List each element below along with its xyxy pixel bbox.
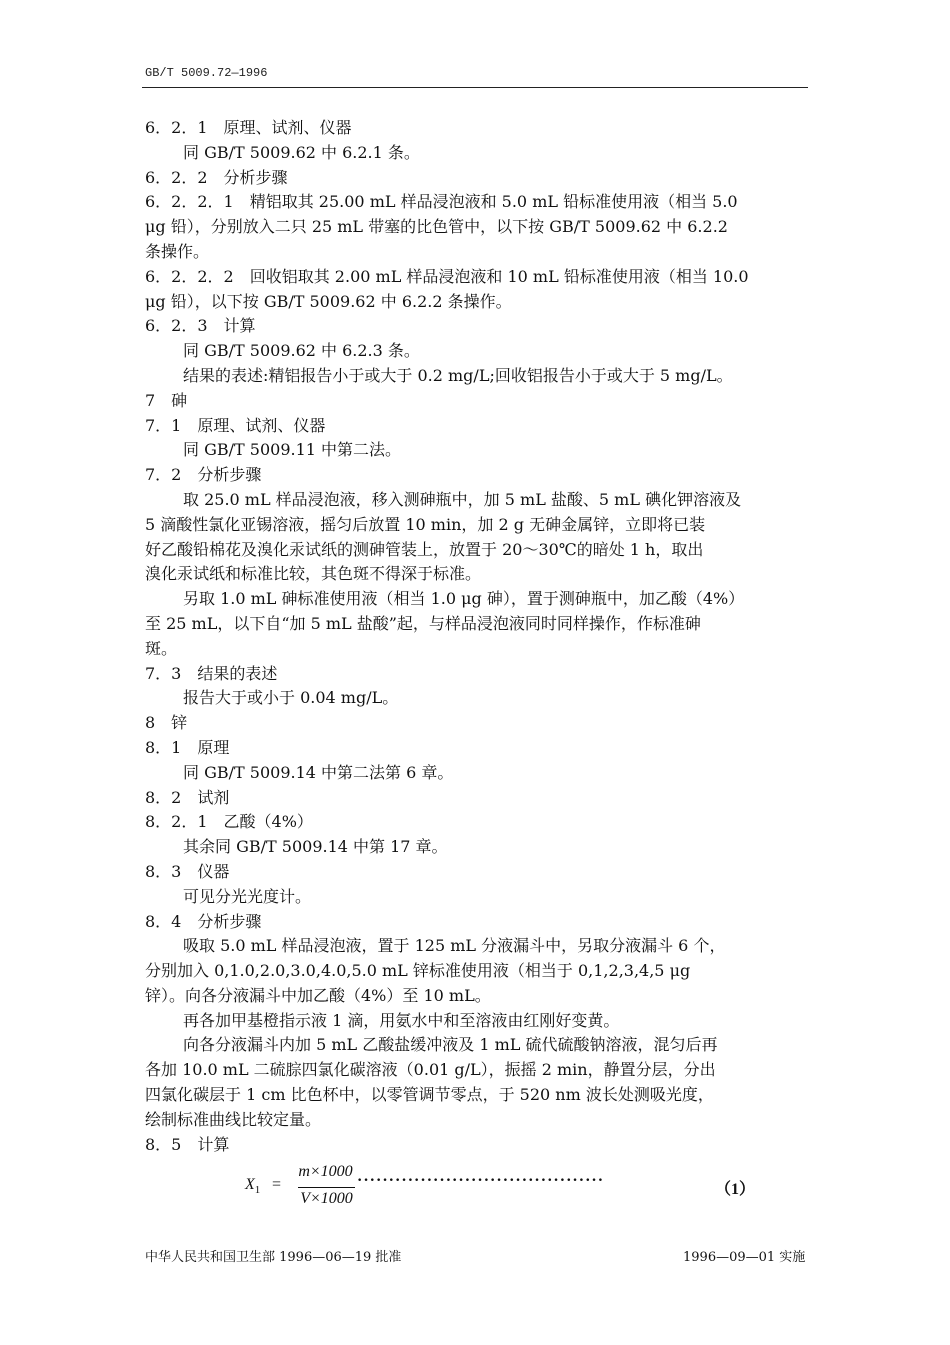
text-line: 同 GB/T 5009.11 中第二法。 bbox=[183, 440, 402, 460]
text-line: 7 砷 bbox=[145, 390, 188, 410]
text-line: 8．2 试剂 bbox=[145, 787, 230, 807]
document-body bbox=[145, 116, 810, 1157]
text-line: 再各加甲基橙指示液 1 滴，用氨水中和至溶液由红刚好变黄。 bbox=[183, 1010, 620, 1030]
header-rule bbox=[142, 87, 808, 88]
formula-numerator: m×1000 bbox=[298, 1163, 353, 1180]
text-line: 溴化汞试纸和标准比较，其色斑不得深于标准。 bbox=[145, 564, 482, 584]
text-line: 6．2．2．2 回收铝取其 2.00 mL 样品浸泡液和 10 mL 铅标准使用液（相当 10.0 bbox=[145, 266, 749, 286]
text-line: 同 GB/T 5009.62 中 6.2.1 条。 bbox=[183, 142, 420, 162]
text-line: 条操作。 bbox=[145, 241, 210, 261]
approval-note: 中华人民共和国卫生部 1996—06—19 批准 bbox=[145, 1250, 402, 1265]
text-line: 同 GB/T 5009.14 中第二法第 6 章。 bbox=[183, 762, 454, 782]
text-line: 5 滴酸性氯化亚锡溶液，摇匀后放置 10 min，加 2 g 无砷金属锌，立即将已装 bbox=[145, 514, 706, 534]
formula-lhs: $X_1$ bbox=[245, 1176, 261, 1197]
text-line: 绘制标准曲线比较定量。 bbox=[145, 1109, 322, 1129]
formula-leader-dots: ······································· bbox=[357, 1172, 605, 1189]
text-line: μg 铅），以下按 GB/T 5009.62 中 6.2.2 条操作。 bbox=[145, 291, 512, 311]
text-line: 同 GB/T 5009.62 中 6.2.3 条。 bbox=[183, 341, 420, 361]
text-line: 7．1 原理、试剂、仪器 bbox=[145, 415, 326, 435]
text-line: 6．2．3 计算 bbox=[145, 316, 256, 336]
text-line: 斑。 bbox=[145, 638, 178, 658]
text-line: 6．2．2 分析步骤 bbox=[145, 167, 288, 187]
text-line: 8．1 原理 bbox=[145, 737, 230, 757]
text-line: 四氯化碳层于 1 cm 比色杯中，以零管调节零点，于 520 nm 波长处测吸光度， bbox=[145, 1085, 714, 1105]
text-line: 向各分液漏斗内加 5 mL 乙酸盐缓冲液及 1 mL 硫代硫酸钠溶液，混匀后再 bbox=[183, 1035, 718, 1055]
text-line: 锌）。向各分液漏斗中加乙酸（4%）至 10 mL。 bbox=[145, 985, 491, 1005]
text-line: 结果的表述:精铝报告小于或大于 0.2 mg/L;回收铝报告小于或大于 5 mg/L。 bbox=[183, 365, 733, 385]
text-line: 另取 1.0 mL 砷标准使用液（相当 1.0 μg 砷），置于测砷瓶中，加乙酸（4%） bbox=[183, 589, 745, 609]
text-line: 至 25 mL，以下自“加 5 mL 盐酸”起，与样品浸泡液同时同样操作，作标准砷 bbox=[145, 613, 701, 633]
text-line: 分别加入 0,1.0,2.0,3.0,4.0,5.0 mL 锌标准使用液（相当于 0,1,2,3,4,5 μg bbox=[145, 961, 691, 981]
text-line: 8．5 计算 bbox=[145, 1134, 230, 1154]
text-line: 其余同 GB/T 5009.14 中第 17 章。 bbox=[183, 837, 448, 857]
formula-1 bbox=[245, 1163, 805, 1213]
text-line: 报告大于或小于 0.04 mg/L。 bbox=[183, 688, 399, 708]
text-line: 8 锌 bbox=[145, 713, 188, 733]
standard-code-header: GB/T 5009.72—1996 bbox=[145, 66, 268, 80]
text-line: 取 25.0 mL 样品浸泡液，移入测砷瓶中，加 5 mL 盐酸、5 mL 碘化钾溶液及 bbox=[183, 489, 742, 509]
text-line: 6．2．2．1 精铝取其 25.00 mL 样品浸泡液和 5.0 mL 铅标准使用液（相当 5.0 bbox=[145, 192, 738, 212]
formula-equals: = bbox=[272, 1176, 282, 1193]
text-line: 吸取 5.0 mL 样品浸泡液，置于 125 mL 分液漏斗中，另取分液漏斗 6 个， bbox=[183, 936, 726, 956]
text-line: 8．2．1 乙酸（4%） bbox=[145, 812, 313, 832]
text-line: μg 铅），分别放入二只 25 mL 带塞的比色管中，以下按 GB/T 5009.62 中 6.2.2 bbox=[145, 217, 728, 237]
fraction-bar bbox=[298, 1187, 355, 1188]
text-line: 8．3 仪器 bbox=[145, 861, 230, 881]
formula-number: （1） bbox=[715, 1181, 756, 1198]
text-line: 8．4 分析步骤 bbox=[145, 911, 262, 931]
implementation-date: 1996—09—01 实施 bbox=[683, 1250, 806, 1265]
text-line: 各加 10.0 mL 二硫腙四氯化碳溶液（0.01 g/L），振摇 2 min，静置分层，分出 bbox=[145, 1060, 716, 1080]
text-line: 7．2 分析步骤 bbox=[145, 465, 262, 485]
formula-denominator: V×1000 bbox=[300, 1190, 353, 1207]
text-line: 好乙酸铅棉花及溴化汞试纸的测砷管装上，放置于 20～30℃的暗处 1 h，取出 bbox=[145, 539, 704, 559]
text-line: 可见分光光度计。 bbox=[183, 886, 312, 906]
text-line: 7．3 结果的表述 bbox=[145, 663, 278, 683]
text-line: 6．2．1 原理、试剂、仪器 bbox=[145, 118, 352, 137]
